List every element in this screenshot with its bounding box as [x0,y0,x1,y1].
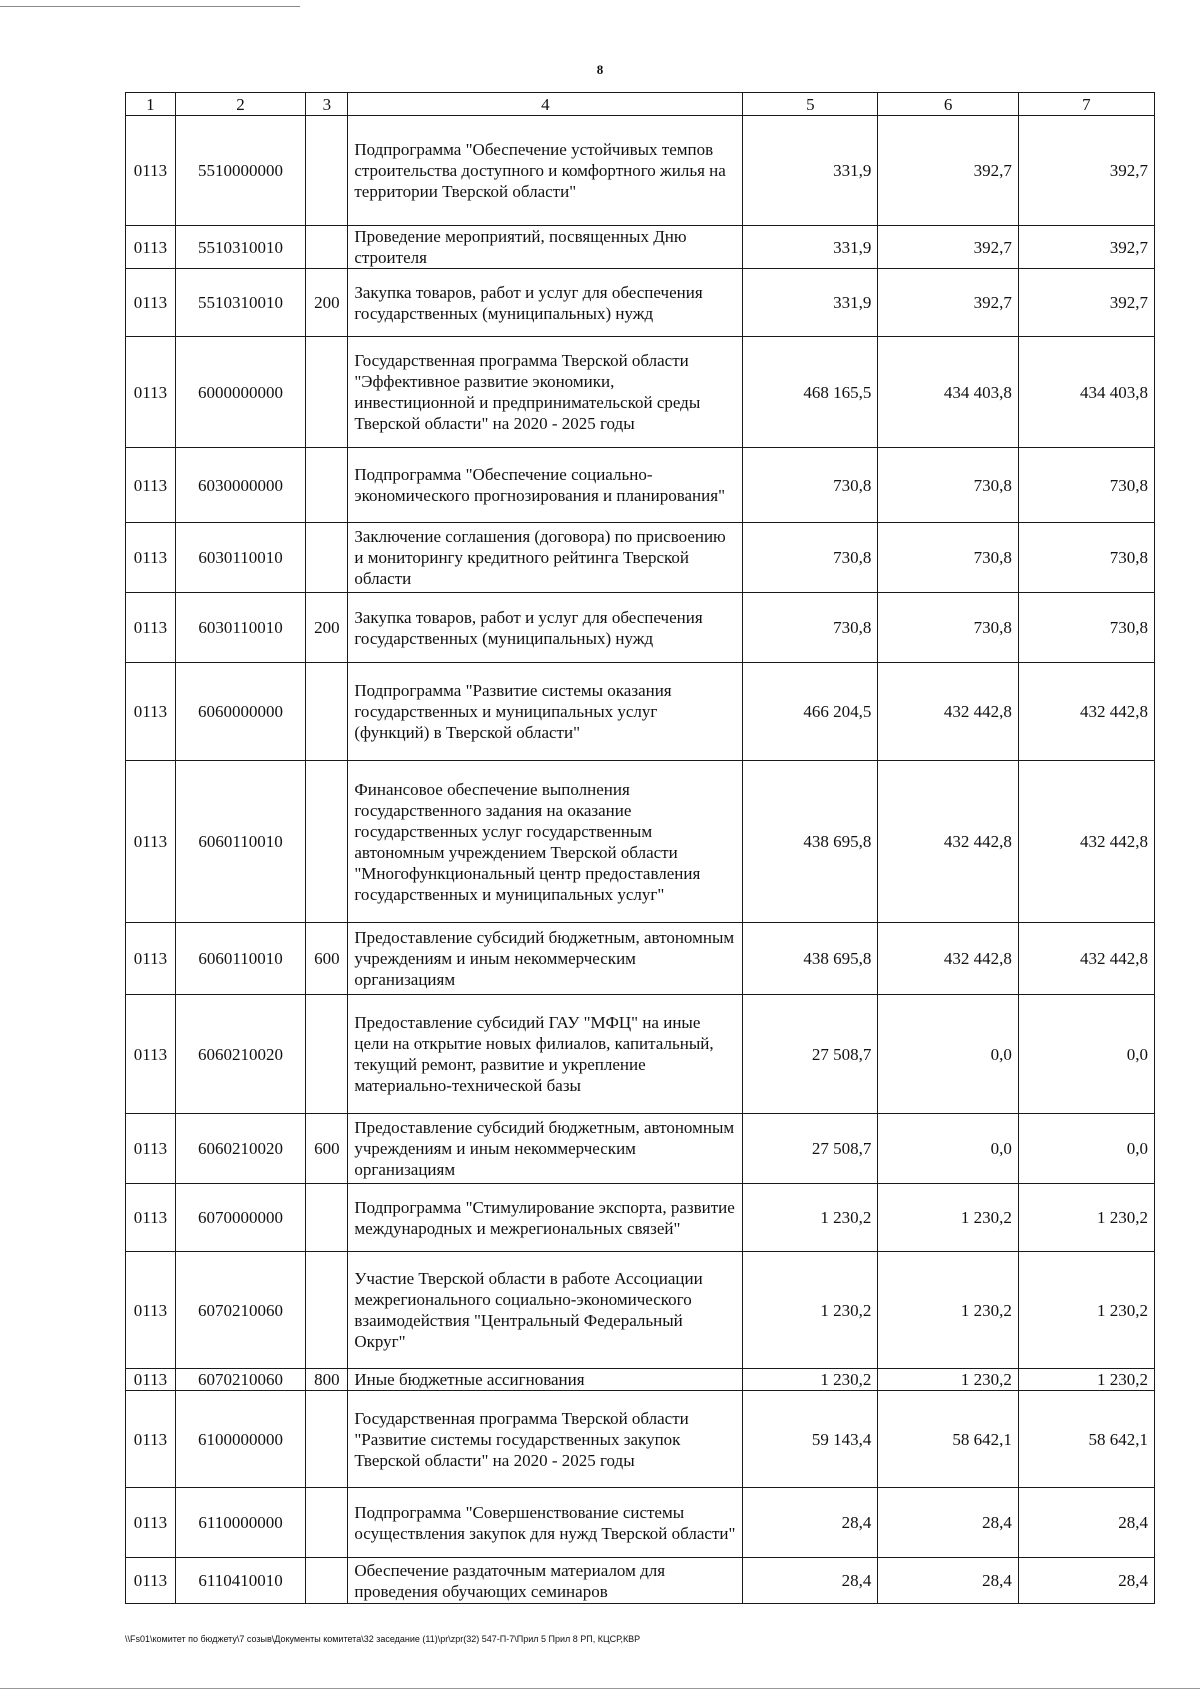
item-name-cell: Участие Тверской области в работе Ассоциации межрегионального социально-экономического взаимодействия "Центральный Федеральный Округ" [348,1252,743,1369]
amount-col7-cell: 1 230,2 [1018,1184,1154,1252]
table-row [126,995,1155,1114]
item-name-cell: Государственная программа Тверской области "Эффективное развитие экономики, инвестиционной и предпринимательской среды Тверской области" на 2020 - 2025 годы [348,337,743,448]
expense-type-cell [306,1558,348,1604]
amount-col7-cell: 434 403,8 [1018,337,1154,448]
item-name-cell: Закупка товаров, работ и услуг для обеспечения государственных (муниципальных) нужд [348,269,743,337]
target-code-cell: 6100000000 [175,1391,306,1488]
expense-type-cell: 200 [306,269,348,337]
amount-col7-cell: 730,8 [1018,523,1154,593]
amount-col6-cell: 28,4 [878,1488,1019,1558]
amount-col6-cell: 58 642,1 [878,1391,1019,1488]
amount-col6-cell: 432 442,8 [878,761,1019,923]
expense-type-cell [306,1391,348,1488]
amount-col5-cell: 730,8 [743,593,878,663]
section-code-cell: 0113 [126,1488,176,1558]
amount-col6-cell: 0,0 [878,995,1019,1114]
item-name-cell: Подпрограмма "Стимулирование экспорта, развитие международных и межрегиональных связей" [348,1184,743,1252]
amount-col5-cell: 466 204,5 [743,663,878,761]
amount-col7-cell: 1 230,2 [1018,1369,1154,1391]
amount-col6-cell: 432 442,8 [878,923,1019,995]
section-code-cell: 0113 [126,1114,176,1184]
amount-col7-cell: 28,4 [1018,1558,1154,1604]
table-row [126,523,1155,593]
amount-col6-cell: 1 230,2 [878,1369,1019,1391]
item-name-cell: Иные бюджетные ассигнования [348,1369,743,1391]
amount-col5-cell: 1 230,2 [743,1252,878,1369]
amount-col5-cell: 331,9 [743,269,878,337]
item-name-cell: Закупка товаров, работ и услуг для обеспечения государственных (муниципальных) нужд [348,593,743,663]
expense-type-cell [306,1184,348,1252]
section-code-cell: 0113 [126,761,176,923]
table-row [126,226,1155,269]
amount-col5-cell: 468 165,5 [743,337,878,448]
amount-col6-cell: 0,0 [878,1114,1019,1184]
section-code-cell: 0113 [126,116,176,226]
section-code-cell: 0113 [126,1252,176,1369]
table-row [126,923,1155,995]
item-name-cell: Предоставление субсидий бюджетным, автономным учреждениям и иным некоммерческим организациям [348,1114,743,1184]
amount-col5-cell: 331,9 [743,226,878,269]
section-code-cell: 0113 [126,1391,176,1488]
amount-col7-cell: 730,8 [1018,448,1154,523]
expense-type-cell: 600 [306,1114,348,1184]
item-name-cell: Государственная программа Тверской области "Развитие системы государственных закупок Тверской области" на 2020 - 2025 годы [348,1391,743,1488]
column-header-4: 4 [348,93,743,116]
amount-col7-cell: 392,7 [1018,269,1154,337]
section-code-cell: 0113 [126,923,176,995]
target-code-cell: 5510000000 [175,116,306,226]
amount-col5-cell: 27 508,7 [743,1114,878,1184]
section-code-cell: 0113 [126,269,176,337]
table-row [126,761,1155,923]
expense-type-cell [306,523,348,593]
target-code-cell: 6000000000 [175,337,306,448]
amount-col7-cell: 432 442,8 [1018,663,1154,761]
expense-type-cell [306,663,348,761]
amount-col5-cell: 27 508,7 [743,995,878,1114]
amount-col6-cell: 434 403,8 [878,337,1019,448]
item-name-cell: Обеспечение раздаточным материалом для проведения обучающих семинаров [348,1558,743,1604]
target-code-cell: 6110000000 [175,1488,306,1558]
item-name-cell: Финансовое обеспечение выполнения государственного задания на оказание государственных услуг государственным автономным учреждением Тверской области "Многофункциональный центр предоставления государственных и муниципальных услуг" [348,761,743,923]
table-row [126,1369,1155,1391]
target-code-cell: 6030110010 [175,593,306,663]
target-code-cell: 6060210020 [175,995,306,1114]
column-header-1: 1 [126,93,176,116]
amount-col5-cell: 59 143,4 [743,1391,878,1488]
amount-col6-cell: 730,8 [878,523,1019,593]
expense-type-cell: 200 [306,593,348,663]
column-header-3: 3 [306,93,348,116]
scan-edge-line [0,1688,1200,1689]
table-row [126,1391,1155,1488]
expense-type-cell [306,761,348,923]
item-name-cell: Подпрограмма "Обеспечение устойчивых темпов строительства доступного и комфортного жилья на территории Тверской области" [348,116,743,226]
table-row [126,663,1155,761]
amount-col6-cell: 1 230,2 [878,1184,1019,1252]
target-code-cell: 6070210060 [175,1252,306,1369]
target-code-cell: 6060110010 [175,761,306,923]
table-row [126,1114,1155,1184]
target-code-cell: 6060000000 [175,663,306,761]
item-name-cell: Предоставление субсидий бюджетным, автономным учреждениям и иным некоммерческим организациям [348,923,743,995]
footer-file-path: \\Fs01\комитет по бюджету\7 созыв\Документы комитета\32 заседание (11)\pr\zpr(32) 547-П-7\Прил 5 Прил 8 РП, КЦСР,КВР [125,1634,641,1644]
amount-col5-cell: 1 230,2 [743,1184,878,1252]
target-code-cell: 6070000000 [175,1184,306,1252]
amount-col7-cell: 392,7 [1018,116,1154,226]
budget-table [125,92,1155,1604]
amount-col7-cell: 392,7 [1018,226,1154,269]
section-code-cell: 0113 [126,448,176,523]
item-name-cell: Проведение мероприятий, посвященных Дню строителя [348,226,743,269]
amount-col6-cell: 392,7 [878,226,1019,269]
column-header-7: 7 [1018,93,1154,116]
table-row [126,1488,1155,1558]
amount-col5-cell: 331,9 [743,116,878,226]
amount-col5-cell: 438 695,8 [743,923,878,995]
amount-col7-cell: 58 642,1 [1018,1391,1154,1488]
section-code-cell: 0113 [126,226,176,269]
column-header-5: 5 [743,93,878,116]
table-row [126,1252,1155,1369]
amount-col6-cell: 730,8 [878,593,1019,663]
expense-type-cell [306,995,348,1114]
item-name-cell: Заключение соглашения (договора) по присвоению и мониторингу кредитного рейтинга Тверской области [348,523,743,593]
target-code-cell: 6060110010 [175,923,306,995]
expense-type-cell [306,448,348,523]
item-name-cell: Подпрограмма "Обеспечение социально-экономического прогнозирования и планирования" [348,448,743,523]
table-row [126,337,1155,448]
item-name-cell: Подпрограмма "Развитие системы оказания государственных и муниципальных услуг (функций) в Тверской области" [348,663,743,761]
section-code-cell: 0113 [126,337,176,448]
column-header-2: 2 [175,93,306,116]
target-code-cell: 6060210020 [175,1114,306,1184]
expense-type-cell [306,337,348,448]
amount-col7-cell: 0,0 [1018,995,1154,1114]
target-code-cell: 5510310010 [175,226,306,269]
page-number: 8 [596,62,604,77]
section-code-cell: 0113 [126,995,176,1114]
item-name-cell: Предоставление субсидий ГАУ "МФЦ" на иные цели на открытие новых филиалов, капитальный, текущий ремонт, развитие и укрепление материально-технической базы [348,995,743,1114]
amount-col7-cell: 1 230,2 [1018,1252,1154,1369]
item-name-cell: Подпрограмма "Совершенствование системы осуществления закупок для нужд Тверской области" [348,1488,743,1558]
target-code-cell: 6030000000 [175,448,306,523]
table-row [126,116,1155,226]
target-code-cell: 6110410010 [175,1558,306,1604]
target-code-cell: 6070210060 [175,1369,306,1391]
column-header-6: 6 [878,93,1019,116]
table-row [126,269,1155,337]
target-code-cell: 6030110010 [175,523,306,593]
amount-col5-cell: 28,4 [743,1488,878,1558]
table-row [126,1558,1155,1604]
section-code-cell: 0113 [126,1369,176,1391]
amount-col7-cell: 730,8 [1018,593,1154,663]
expense-type-cell [306,1252,348,1369]
table-row [126,1184,1155,1252]
target-code-cell: 5510310010 [175,269,306,337]
amount-col6-cell: 432 442,8 [878,663,1019,761]
section-code-cell: 0113 [126,663,176,761]
amount-col7-cell: 28,4 [1018,1488,1154,1558]
expense-type-cell: 600 [306,923,348,995]
amount-col7-cell: 432 442,8 [1018,761,1154,923]
amount-col6-cell: 392,7 [878,116,1019,226]
table-row [126,448,1155,523]
amount-col6-cell: 28,4 [878,1558,1019,1604]
amount-col7-cell: 0,0 [1018,1114,1154,1184]
amount-col5-cell: 730,8 [743,523,878,593]
amount-col7-cell: 432 442,8 [1018,923,1154,995]
expense-type-cell: 800 [306,1369,348,1391]
expense-type-cell [306,226,348,269]
expense-type-cell [306,1488,348,1558]
amount-col5-cell: 438 695,8 [743,761,878,923]
expense-type-cell [306,116,348,226]
amount-col6-cell: 1 230,2 [878,1252,1019,1369]
scan-edge-line [0,6,300,7]
table-header-row [126,93,1155,116]
amount-col6-cell: 392,7 [878,269,1019,337]
section-code-cell: 0113 [126,523,176,593]
section-code-cell: 0113 [126,593,176,663]
table-row [126,593,1155,663]
section-code-cell: 0113 [126,1558,176,1604]
amount-col6-cell: 730,8 [878,448,1019,523]
amount-col5-cell: 1 230,2 [743,1369,878,1391]
section-code-cell: 0113 [126,1184,176,1252]
amount-col5-cell: 730,8 [743,448,878,523]
amount-col5-cell: 28,4 [743,1558,878,1604]
